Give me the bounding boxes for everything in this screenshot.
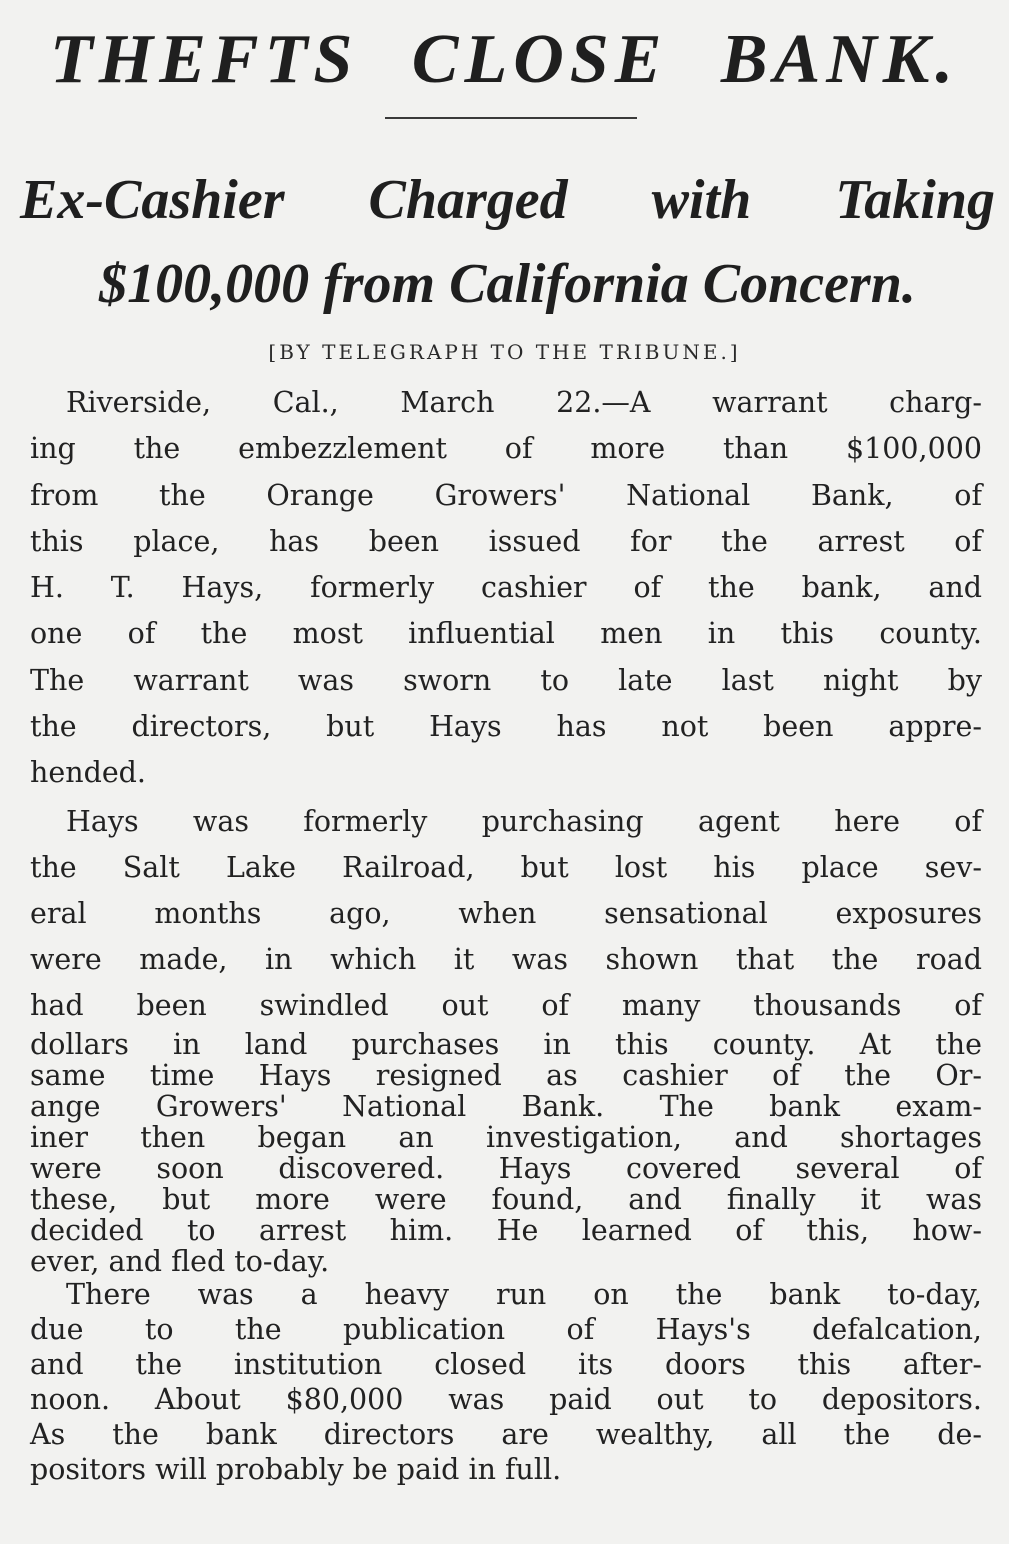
text-line: ever, and fled to-day. <box>30 1244 330 1278</box>
text-line: Hays was formerly purchasing agent here of <box>66 804 982 838</box>
text-line: H. T. Hays, formerly cashier of the bank, and <box>30 571 982 605</box>
subheadline-line-2: $100,000 from California Concern. <box>99 253 916 315</box>
subheadline <box>20 158 995 326</box>
text-line: had been swindled out of many thousands of <box>30 988 982 1022</box>
text-line: from the Orange Growers' National Bank, of <box>30 478 982 512</box>
text-line: positors will probably be paid in full. <box>30 1452 562 1486</box>
headline-divider <box>385 117 637 119</box>
text-line: ange Growers' National Bank. The bank exam- <box>30 1089 982 1123</box>
text-line: noon. About $80,000 was paid out to depositors. <box>30 1382 982 1416</box>
text-line: were made, in which it was shown that the road <box>30 942 982 976</box>
text-line: same time Hays resigned as cashier of the Or- <box>30 1058 982 1092</box>
text-line: were soon discovered. Hays covered several of <box>30 1151 982 1185</box>
text-line: The warrant was sworn to late last night by <box>30 663 982 697</box>
text-line: iner then began an investigation, and shortages <box>30 1120 982 1154</box>
text-line: and the institution closed its doors this after- <box>30 1347 982 1381</box>
text-line: the directors, but Hays has not been appre- <box>30 710 982 744</box>
text-line: one of the most influential men in this county. <box>30 617 982 651</box>
text-line: There was a heavy run on the bank to-day, <box>66 1277 982 1311</box>
text-line: these, but more were found, and finally it was <box>30 1182 982 1216</box>
text-line: As the bank directors are wealthy, all the de- <box>30 1417 982 1451</box>
text-line: due to the publication of Hays's defalcation, <box>30 1312 982 1346</box>
text-line: the Salt Lake Railroad, but lost his place sev- <box>30 850 982 884</box>
paragraph-2 <box>30 799 982 1277</box>
text-line: ing the embezzlement of more than $100,000 <box>30 432 982 466</box>
headline: THEFTS CLOSE BANK. <box>49 21 959 98</box>
text-line: eral months ago, when sensational exposures <box>30 896 982 930</box>
paragraph-3 <box>30 1277 982 1487</box>
article-body <box>30 380 982 1487</box>
byline: [BY TELEGRAPH TO THE TRIBUNE.] <box>268 340 741 364</box>
text-line: this place, has been issued for the arrest of <box>30 524 982 558</box>
text-line: hended. <box>30 756 146 790</box>
subheadline-line-1: Ex-Cashier Charged with Taking <box>20 169 995 231</box>
text-line: dollars in land purchases in this county. At the <box>30 1027 982 1061</box>
text-line: decided to arrest him. He learned of this, how- <box>30 1213 982 1247</box>
paragraph-1 <box>30 380 982 797</box>
text-line: Riverside, Cal., March 22.—A warrant charg- <box>66 386 982 419</box>
